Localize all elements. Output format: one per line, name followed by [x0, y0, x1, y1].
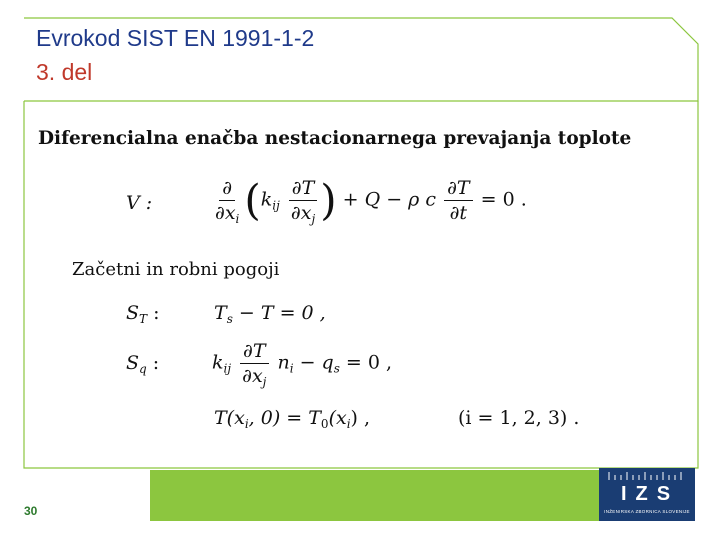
dT-dt-fraction: $\frac{\partial T}{\partial t}$ — [444, 177, 473, 224]
logo-subtitle: INŽENIRSKA ZBORNICA SLOVENIJE — [604, 509, 690, 514]
section-heading: Diferencialna enačba nestacionarnega prevajanja toplote — [38, 128, 632, 149]
boundary-condition-temperature: $T_s - T = 0$ , — [214, 302, 326, 326]
subsection-heading: Začetni in robni pogoji — [72, 259, 280, 280]
left-paren: ( — [244, 175, 261, 225]
right-paren: ) — [320, 175, 337, 225]
dT-dxj-fraction-flux: $\frac{\partial T}{\partial x_j}$ — [239, 340, 269, 387]
equation-label-v: V : — [126, 192, 153, 214]
page-number: 30 — [24, 504, 38, 518]
footer-green-band — [150, 470, 599, 521]
logo-letters: IZS — [620, 483, 680, 505]
heat-equation: $\frac{\partial}{\partial x_i}$ ($k_{ij}$ $\frac{\partial T}{\partial x_j}$ ) + Q − ρ c $\frac{\partial T}{\partial t}$ = 0 . — [210, 177, 527, 224]
index-range: (i = 1, 2, 3) . — [458, 407, 580, 429]
boundary-label-sq: $S_q$ : — [126, 352, 160, 376]
boundary-condition-flux: $k_{ij}$ $\frac{\partial T}{\partial x_j}$ $n_i - q_s = 0$ , — [212, 340, 393, 389]
slide-subtitle: 3. del — [36, 59, 93, 85]
boundary-label-st: $S_T$ : — [126, 302, 160, 326]
logo-ruler-marks — [607, 472, 687, 480]
slide-title: Evrokod SIST EN 1991-1-2 — [36, 25, 315, 51]
dT-dxj-fraction: $\frac{\partial T}{\partial x_j}$ — [288, 177, 318, 224]
d-dxi-fraction: $\frac{\partial}{\partial x_i}$ — [215, 177, 240, 226]
izs-logo — [599, 468, 695, 521]
initial-condition: $T(x_i$, $0) = T_0(x_i)$ , — [214, 407, 371, 431]
